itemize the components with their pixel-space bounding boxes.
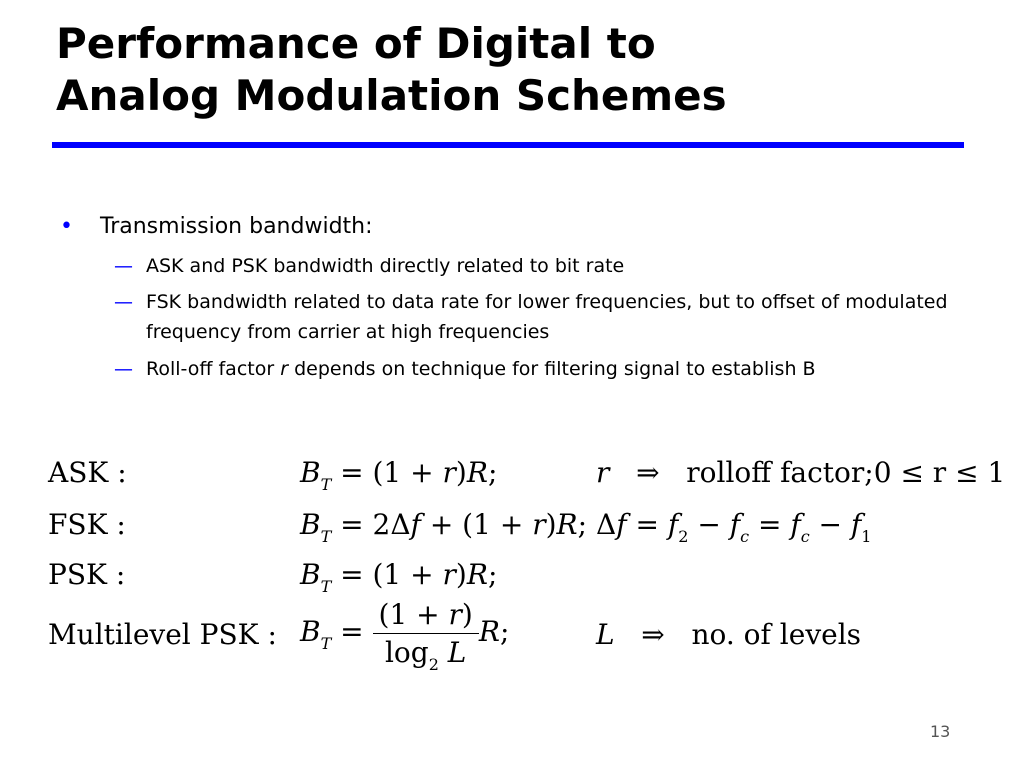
- dash-icon: —: [114, 255, 133, 277]
- rolloff-var: r: [280, 358, 289, 380]
- rolloff-prefix: Roll-off factor: [146, 358, 275, 380]
- slide-title: [56, 18, 976, 122]
- bullet-icon: •: [60, 214, 73, 239]
- sub-item-text: ASK and PSK bandwidth directly related to bit rate: [146, 255, 625, 277]
- mpsk-fraction: $\frac{(1 + r)}{\log_2 L}$: [373, 598, 479, 669]
- sub-item-2: [114, 287, 964, 347]
- bullet-text: Transmission bandwidth:: [100, 214, 373, 239]
- title-divider: [52, 142, 964, 148]
- levels-definition: L ⇒ no. of levels: [596, 618, 862, 651]
- ask-equation: $B_T = (1 + r)R$;: [300, 456, 498, 494]
- rolloff-definition: r ⇒ rolloff factor;0 ≤ r ≤ 1: [596, 456, 1006, 489]
- fsk-label: FSK :: [48, 508, 126, 541]
- sub-item-1: [114, 251, 964, 281]
- psk-equation: $B_T = (1 + r)R$;: [300, 558, 498, 596]
- page-number: 13: [930, 722, 951, 741]
- title-line-2: Analog Modulation Schemes: [56, 71, 727, 120]
- psk-label: PSK :: [48, 558, 126, 591]
- mpsk-label: Multilevel PSK :: [48, 618, 277, 651]
- bullet-item: [60, 212, 373, 242]
- fsk-equation: $B_T = 2\Delta f + (1 + r)R$;: [300, 508, 588, 546]
- levels-text: no. of levels: [691, 618, 862, 651]
- sub-item-3: [114, 354, 964, 384]
- delta-f-definition: $\Delta f = f_2 - f_c = f_c - f_1$: [596, 508, 872, 546]
- dash-icon: —: [114, 358, 133, 380]
- dash-icon: —: [114, 291, 133, 313]
- mpsk-equation: $B_T$ = $\frac{(1 + r)}{\log_2 L}$ R;: [300, 598, 510, 674]
- rolloff-rest: depends on technique for filtering signal to establish B: [294, 358, 816, 380]
- sub-item-text: FSK bandwidth related to data rate for lower frequencies, but to offset of modulated frequency from carrier at high frequencies: [146, 291, 948, 343]
- ask-label: ASK :: [48, 456, 127, 489]
- title-line-1: Performance of Digital to: [56, 19, 656, 68]
- sub-item-text: [114, 354, 964, 384]
- rolloff-text: rolloff factor;0 ≤ r ≤ 1: [686, 456, 1006, 489]
